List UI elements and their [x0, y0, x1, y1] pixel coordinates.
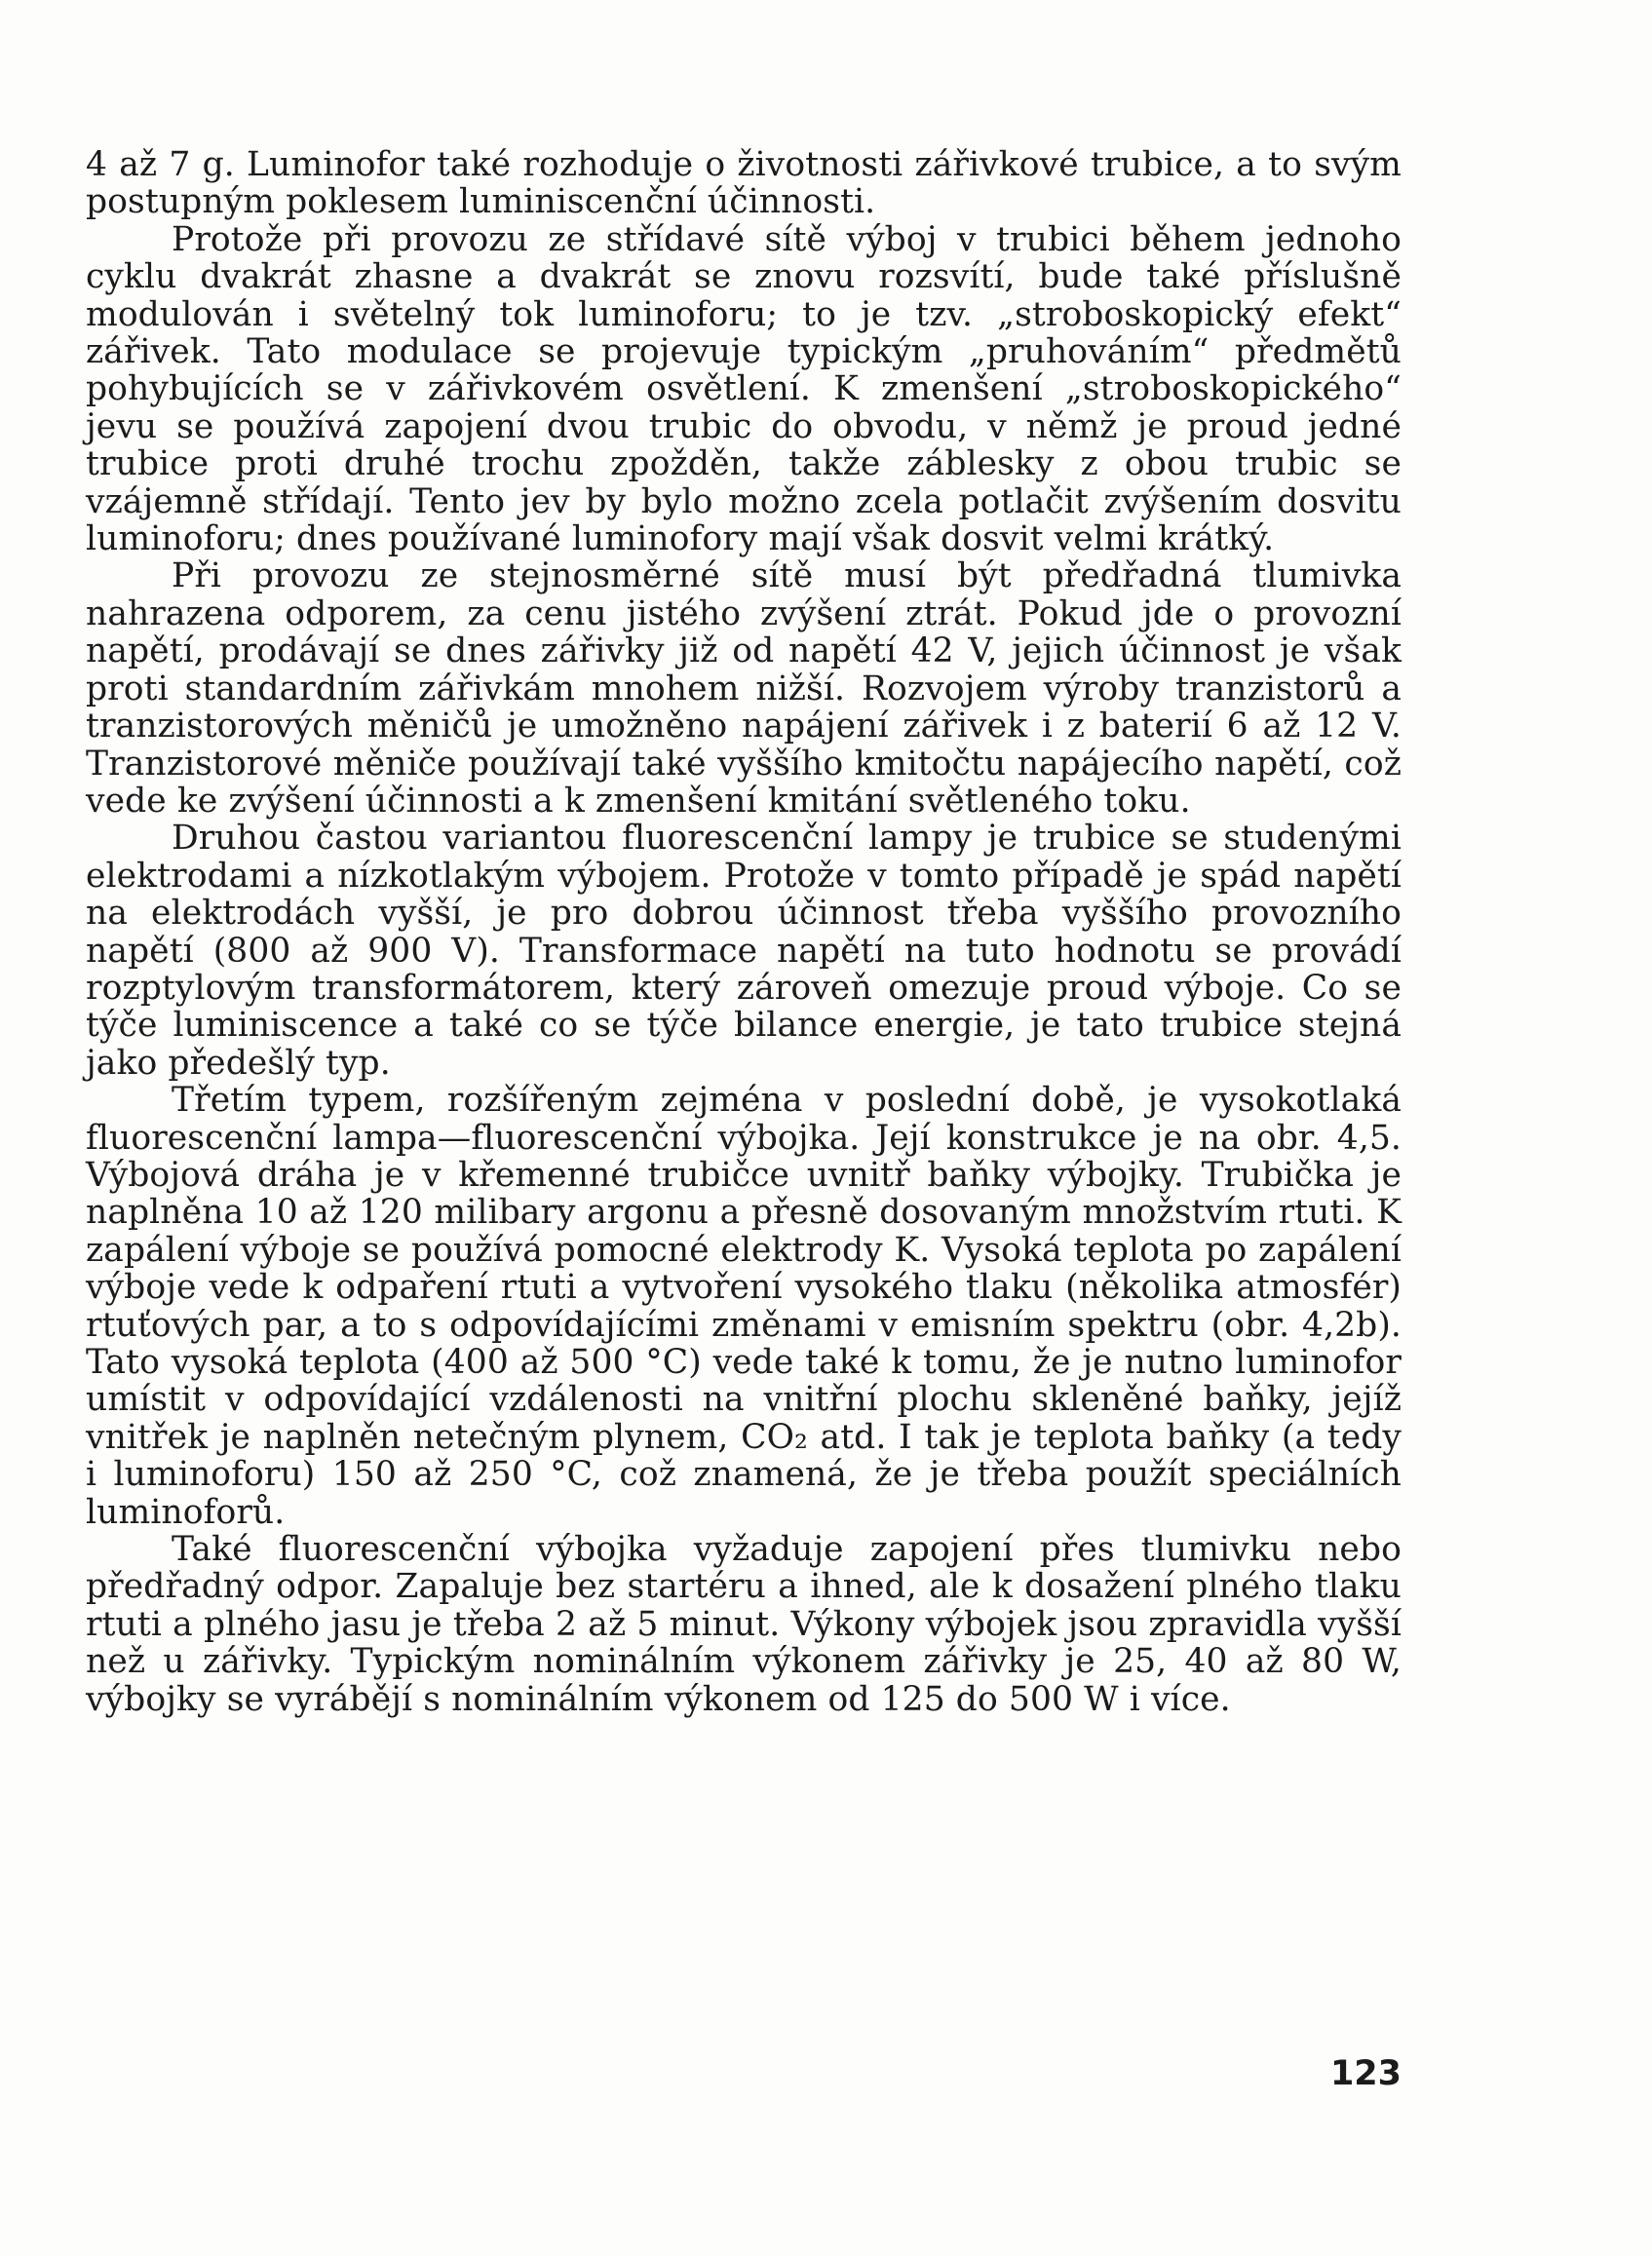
paragraph-4: Druhou častou variantou fluorescenční lampy je trubice se studenými elektrodami a nízkotlakým výbojem. Protože v tomto případě je spád napětí na elektrodách vyšší, je pro dobrou účinnost třeba vyššího provozního napětí (800 až 900 V). Transformace napětí na tuto hodnotu se provádí rozptylovým transformátorem, který zároveň omezuje proud výboje. Co se týče luminiscence a také co se týče bilance energie, je tato trubice stejná jako předešlý typ.: [86, 819, 1402, 1083]
body-text: [86, 146, 1402, 1718]
paragraph-2: Protože při provozu ze střídavé sítě výboj v trubici během jednoho cyklu dvakrát zhasne a dvakrát se znovu rozsvítí, bude také příslušně modulován i světelný tok luminoforu; to je tzv. „stroboskopický efekt“ zářivek. Tato modulace se projevuje typickým „pruhováním“ předmětů pohybujících se v zářivkovém osvětlení. K zmenšení „stroboskopického“ jevu se používá zapojení dvou trubic do obvodu, v němž je proud jedné trubice proti druhé trochu zpožděn, takže záblesky z obou trubic se vzájemně střídají. Tento jev by bylo možno zcela potlačit zvýšením dosvitu luminoforu; dnes používané luminofory mají však dosvit velmi krátký.: [86, 219, 1402, 559]
paragraph-5: Třetím typem, rozšířeným zejména v poslední době, je vysokotlaká fluorescenční lampa—fluorescenční výbojka. Její konstrukce je na obr. 4,5. Výbojová dráha je v křemenné trubičce uvnitř baňky výbojky. Trubička je naplněna 10 až 120 milibary argonu a přesně dosovaným množstvím rtuti. K zapálení výboje se používá pomocné elektrody K. Vysoká teplota po zapálení výboje vede k odpaření rtuti a vytvoření vysokého tlaku (několika atmosfér) rtuťových par, a to s odpovídajícími změnami v emisním spektru (obr. 4,2b). Tato vysoká teplota (400 až 500 °C) vede také k tomu, že je nutno luminofor umístit v odpovídající vzdálenosti na vnitřní plochu skleněné baňky, jejíž vnitřek je naplněn netečným plynem, CO₂ atd. I tak je teplota baňky (a tedy i luminoforu) 150 až 250 °C, což znamená, že je třeba použít speciálních luminoforů.: [86, 1081, 1402, 1532]
page-number: 123: [1329, 2054, 1402, 2093]
paragraph-1: 4 až 7 g. Luminofor také rozhoduje o životnosti zářivkové trubice, a to svým postupným poklesem luminiscenční účinnosti.: [86, 145, 1402, 222]
paragraph-6: Také fluorescenční výbojka vyžaduje zapojení přes tlumivku nebo předřadný odpor. Zapaluje bez startéru a ihned, ale k dosažení plného tlaku rtuti a plného jasu je třeba 2 až 5 minut. Výkony výbojek jsou zpravidla vyšší než u zářivky. Typickým nominálním výkonem zářivky je 25, 40 až 80 W, výbojky se vyrábějí s nominálním výkonem od 125 do 500 W i více.: [86, 1530, 1402, 1719]
paragraph-3: Při provozu ze stejnosměrné sítě musí být předřadná tlumivka nahrazena odporem, za cenu jistého zvýšení ztrát. Pokud jde o provozní napětí, prodávají se dnes zářivky již od napětí 42 V, jejich účinnost je však proti standardním zářivkám mnohem nižší. Rozvojem výroby tranzistorů a tranzistorových měničů je umožněno napájení zářivek i z baterií 6 až 12 V. Tranzistorové měniče používají také vyššího kmitočtu napájecího napětí, což vede ke zvýšení účinnosti a k zmenšení kmitání světleného toku.: [86, 556, 1402, 821]
